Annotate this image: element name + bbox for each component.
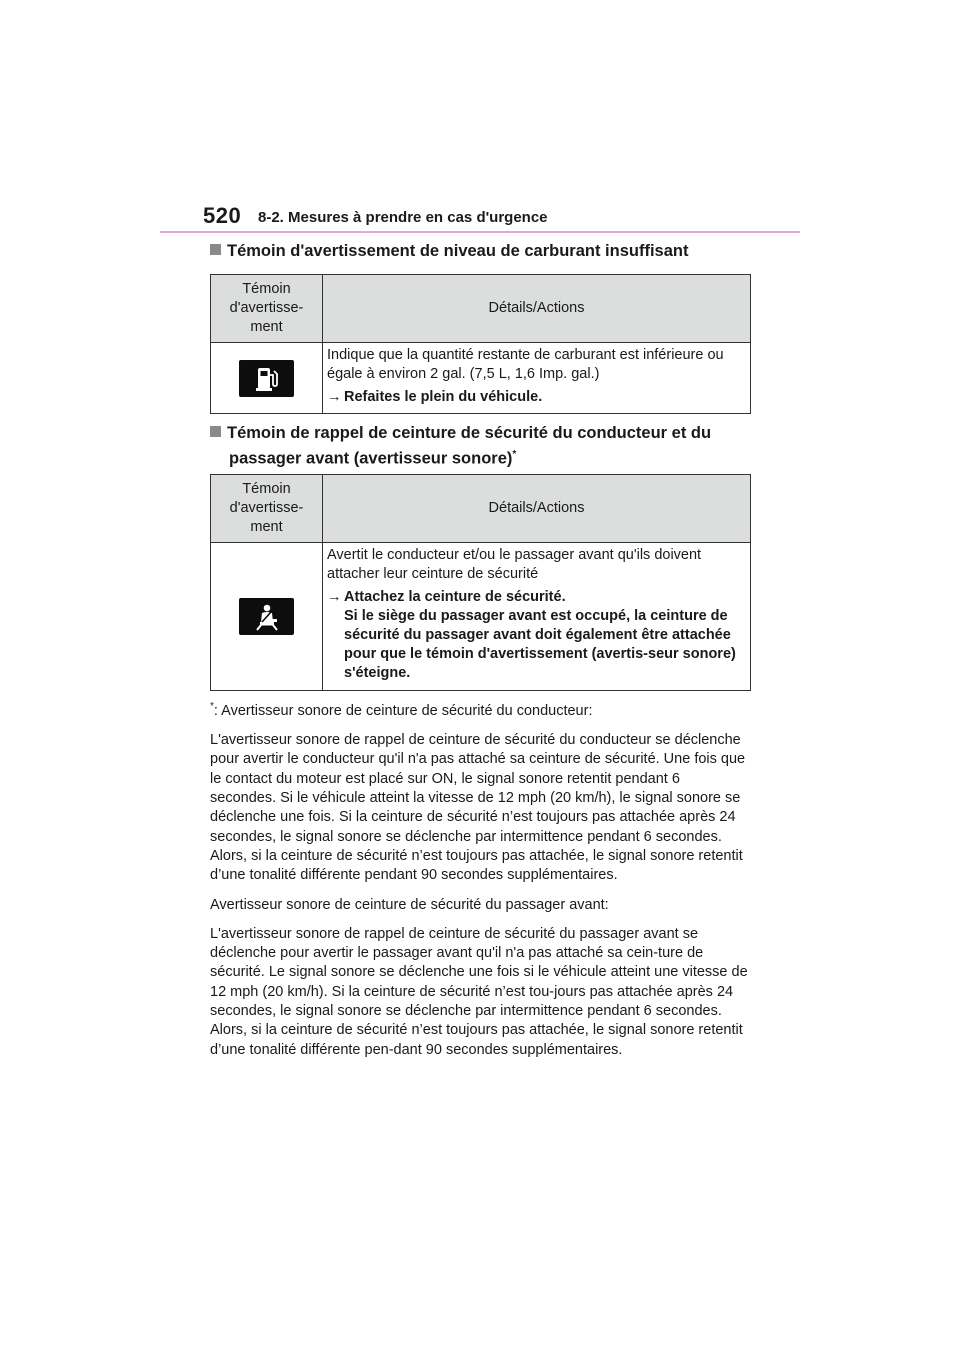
footnote-body <box>210 697 750 1070</box>
header-line: ment <box>250 319 283 335</box>
section-bullet <box>210 244 221 255</box>
icon-cell <box>211 343 323 414</box>
fuel-warning-table <box>210 274 751 414</box>
footnote-marker: * <box>512 449 517 460</box>
header-line: Témoin <box>242 481 291 497</box>
icon-cell <box>211 543 323 691</box>
warning-description: Avertit le conducteur et/ou le passager avant qu'ils doivent attacher leur ceinture de sécurité <box>327 547 702 582</box>
section-heading-fuel <box>210 241 688 262</box>
paragraph: Avertisseur sonore de ceinture de sécurité du passager avant: <box>210 896 609 913</box>
header-line: d'avertisse- <box>229 500 304 516</box>
footnote-title <box>210 697 750 721</box>
header-line: d'avertisse- <box>229 300 304 316</box>
action-arrow: → <box>327 589 342 605</box>
footnote-marker: * <box>210 701 214 712</box>
action-arrow: → <box>327 389 342 405</box>
seatbelt-warning-table <box>210 474 751 691</box>
section-heading-seatbelt <box>210 423 711 470</box>
paragraph: L'avertisseur sonore de rappel de ceinture de sécurité du passager avant se déclenche pour avertir le passager avant qu'il n'a pas attaché sa cein-ture de sécurité. Le signal sonore se déclenche une fois si le véhicule atteint une vitesse de 12 mph (20 km/h). Si la ceinture de sécurité n’est tou-jours pas attachée après 24 secondes, le signal sonore se déclenche par intermittence pendant 6 secondes. Alors, si la ceinture de sécurité n’est toujours pas attachée, le signal sonore retentit d’une tonalité différente pen-dant 90 secondes supplémentaires. <box>210 925 748 1058</box>
warning-action <box>327 588 746 683</box>
action-text: Attachez la ceinture de sécurité. <box>344 589 566 605</box>
table-header-details: Détails/Actions <box>323 475 751 543</box>
seatbelt-icon <box>239 598 294 635</box>
footnote-title-text: : Avertisseur sonore de ceinture de sécurité du conducteur: <box>213 702 593 719</box>
header-divider <box>160 231 800 233</box>
section-bullet <box>210 426 221 437</box>
details-cell <box>323 343 751 414</box>
header-line: ment <box>250 519 283 535</box>
table-header-indicator <box>211 475 323 543</box>
chapter-title: 8-2. Mesures à prendre en cas d'urgence <box>258 209 548 226</box>
action-detail: Si le siège du passager avant est occupé, la ceinture de sécurité du passager avant doit également être attachée pour que le témoin d'avertissement (avertis-seur sonore) s'éteigne. <box>344 608 736 681</box>
fuel-pump-icon <box>239 360 294 397</box>
table-header-details: Détails/Actions <box>323 275 751 343</box>
details-cell <box>323 543 751 691</box>
paragraph: L'avertisseur sonore de rappel de ceinture de sécurité du conducteur se déclenche pour avertir le conducteur qu'il n'a pas attaché sa ceinture de sécurité. Une fois que le contact du moteur est placé sur ON, le signal sonore retentit pendant 6 secondes. Si le véhicule atteint la vitesse de 12 mph (20 km/h), le signal sonore se déclenche une fois. Si la ceinture de sécurité n’est toujours pas attachée après 24 secondes, le signal sonore se déclenche par intermittence pendant 6 secondes. Alors, si la ceinture de sécurité n’est toujours pas attachée, le signal sonore retentit d’une tonalité différente pendant 90 secondes supplémentaires. <box>210 732 746 884</box>
header-line: Témoin <box>242 281 291 297</box>
table-header-indicator <box>211 275 323 343</box>
section-heading-line2: passager avant (avertisseur sonore) <box>229 449 513 468</box>
warning-description: Indique que la quantité restante de carburant est inférieure ou égale à environ 2 gal. (7,5 L, 1,6 Imp. gal.) <box>327 347 724 382</box>
section-heading-line1: Témoin de rappel de ceinture de sécurité du conducteur et du <box>227 424 712 442</box>
action-text: Refaites le plein du véhicule. <box>344 389 543 405</box>
warning-action <box>327 388 746 407</box>
section-heading-text: Témoin d'avertissement de niveau de carburant insuffisant <box>227 242 689 260</box>
page-number: 520 <box>203 203 242 228</box>
